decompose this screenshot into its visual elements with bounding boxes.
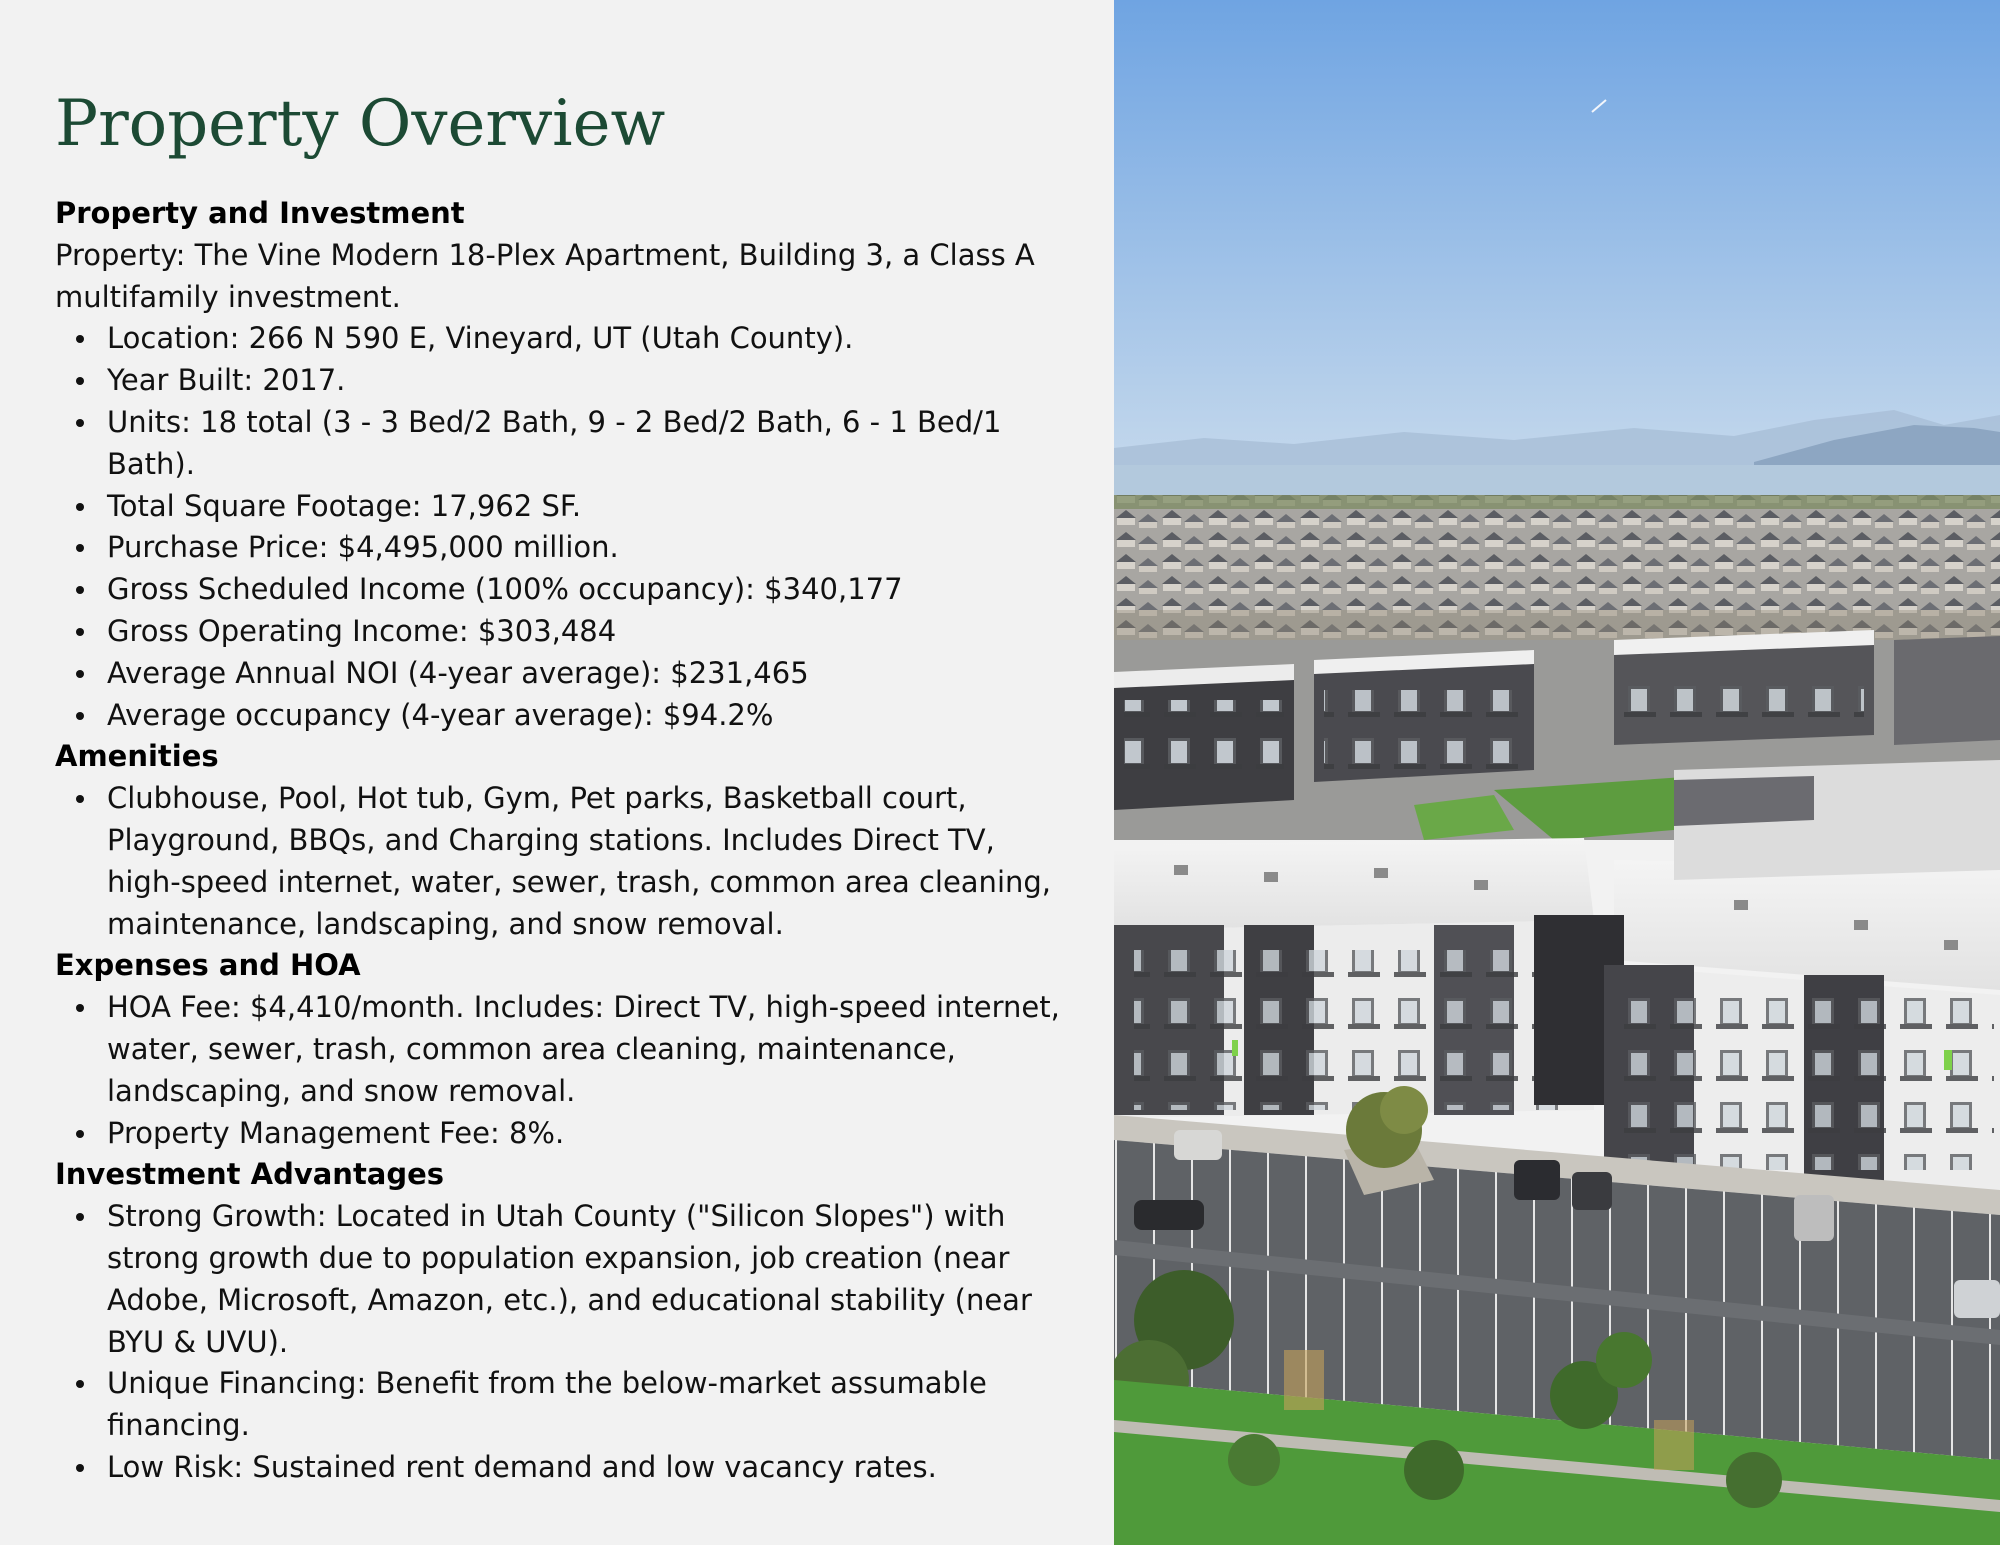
list-item-amenities: Clubhouse, Pool, Hot tub, Gym, Pet parks, Basketball court, Playground, BBQs, and Charging stations. Includes Direct TV, high-speed internet, water, sewer, trash, common area cleaning, maintenance, landscaping, and snow removal. [107, 778, 1065, 945]
property-intro: Property: The Vine Modern 18-Plex Apartment, Building 3, a Class A multifamily investment. [55, 237, 1035, 314]
section-heading-amenities: Amenities [55, 739, 219, 774]
section-heading-property: Property and Investment [55, 196, 465, 230]
aerial-photo-illustration [1114, 0, 2000, 1545]
aerial-property-photo [1114, 0, 2000, 1545]
list-item-unique-financing: Unique Financing: Benefit from the below-market assumable financing. [107, 1363, 1065, 1447]
overview-content [55, 193, 1065, 1489]
list-item-square-footage: Total Square Footage: 17,962 SF. [107, 486, 1065, 528]
section-heading-advantages: Investment Advantages [55, 1157, 445, 1192]
list-item-average-noi: Average Annual NOI (4-year average): $231,465 [107, 653, 1065, 695]
list-item-gross-scheduled-income: Gross Scheduled Income (100% occupancy): $340,177 [107, 569, 1065, 611]
page-title: Property Overview [55, 87, 666, 161]
list-item-purchase-price: Purchase Price: $4,495,000 million. [107, 527, 1065, 569]
amenities-list [55, 778, 1065, 945]
list-item-management-fee: Property Management Fee: 8%. [107, 1113, 1065, 1155]
list-item-strong-growth: Strong Growth: Located in Utah County ("Silicon Slopes") with strong growth due to population expansion, job creation (near Adobe, Microsoft, Amazon, etc.), and educational stability (near BYU & UVU). [107, 1196, 1065, 1363]
list-item-average-occupancy: Average occupancy (4-year average): $94.2% [107, 695, 1065, 737]
list-item-low-risk: Low Risk: Sustained rent demand and low vacancy rates. [107, 1447, 1065, 1489]
property-list [55, 318, 1065, 736]
section-heading-expenses: Expenses and HOA [55, 948, 361, 983]
expenses-list [55, 987, 1065, 1154]
list-item-hoa-fee: HOA Fee: $4,410/month. Includes: Direct TV, high-speed internet, water, sewer, trash, common area cleaning, maintenance, landscaping, and snow removal. [107, 987, 1065, 1112]
list-item-gross-operating-income: Gross Operating Income: $303,484 [107, 611, 1065, 653]
list-item-location: Location: 266 N 590 E, Vineyard, UT (Utah County). [107, 318, 1065, 360]
list-item-year-built: Year Built: 2017. [107, 360, 1065, 402]
list-item-units: Units: 18 total (3 - 3 Bed/2 Bath, 9 - 2 Bed/2 Bath, 6 - 1 Bed/1 Bath). [107, 402, 1065, 486]
advantages-list [55, 1196, 1065, 1489]
